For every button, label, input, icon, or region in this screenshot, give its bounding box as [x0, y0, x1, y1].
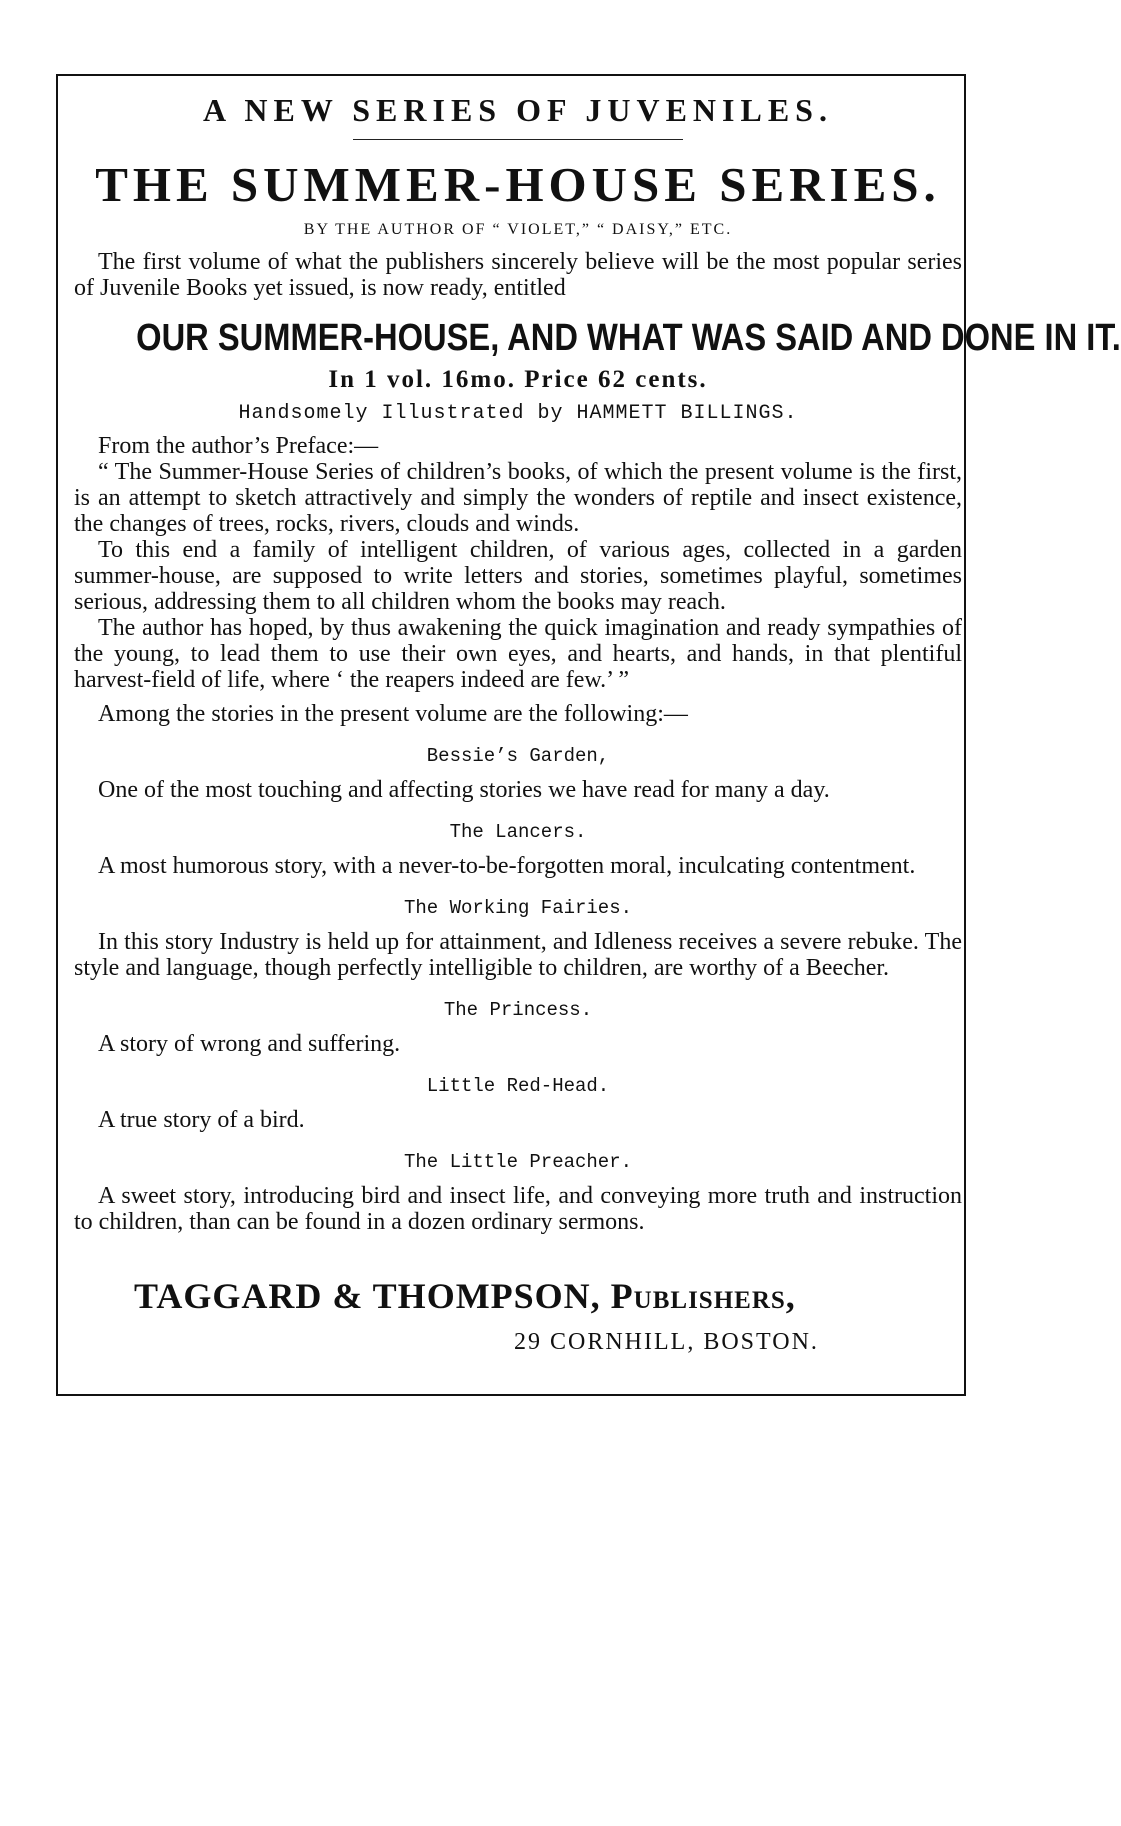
- preface-paragraph: To this end a family of intelligent children, of various ages, collected in a garden summer-house, are supposed to write letters and stories, sometimes playful, sometimes serious, addressing them to all children whom the books may reach.: [74, 537, 962, 615]
- intro-paragraph: The first volume of what the publishers sincerely believe will be the most popular series of Juvenile Books yet issued, is now ready, entitled: [74, 249, 962, 301]
- series-kicker: A NEW SERIES OF JUVENILES.: [203, 92, 833, 128]
- publisher-name: TAGGARD & THOMPSON, Publishers,: [134, 1276, 796, 1316]
- byline: BY THE AUTHOR OF “ VIOLET,” “ DAISY,” ETC.: [303, 221, 733, 238]
- book-title: OUR SUMMER-HOUSE, AND WHAT WAS SAID AND DONE IN IT.: [136, 317, 1121, 359]
- story-title: The Little Preacher.: [403, 1151, 633, 1173]
- preface-paragraph: “ The Summer-House Series of children’s books, of which the present volume is the first, is an attempt to sketch attractively and simply the wonders of reptile and insect existence, the changes of trees, rocks, rivers, clouds and winds.: [74, 459, 962, 537]
- stories-intro: Among the stories in the present volume are the following:—: [98, 701, 688, 727]
- volume-price: In 1 vol. 16mo. Price 62 cents.: [328, 366, 708, 393]
- publisher-address: 29 CORNHILL, BOSTON.: [514, 1329, 819, 1355]
- story-description: A most humorous story, with a never-to-be-forgotten moral, inculcating contentment.: [98, 853, 916, 879]
- story-title: The Princess.: [443, 999, 593, 1021]
- story-title: Bessie’s Garden,: [426, 745, 610, 767]
- preface-lead: From the author’s Preface:—: [98, 433, 379, 459]
- story-description: In this story Industry is held up for attainment, and Idleness receives a severe rebuke. The style and language, though perfectly intelligible to children, are worthy of a Beecher.: [74, 929, 962, 981]
- story-title: The Lancers.: [449, 821, 587, 843]
- story-description: A true story of a bird.: [98, 1107, 305, 1133]
- story-title: The Working Fairies.: [403, 897, 633, 919]
- story-description: A story of wrong and suffering.: [98, 1031, 401, 1057]
- preface-paragraph: The author has hoped, by thus awakening the quick imagination and ready sympathies of the young, to lead them to use their own eyes, and hearts, and hands, in that plentiful harvest-field of life, where ‘ the reapers indeed are few.’ ”: [74, 615, 962, 693]
- story-title: Little Red-Head.: [426, 1075, 610, 1097]
- story-description: A sweet story, introducing bird and insect life, and conveying more truth and instruction to children, than can be found in a dozen ordinary sermons.: [74, 1183, 962, 1235]
- illustrator-line: Handsomely Illustrated by HAMMETT BILLINGS.: [238, 402, 798, 425]
- divider: [353, 139, 683, 140]
- story-description: One of the most touching and affecting stories we have read for many a day.: [98, 777, 830, 803]
- advertisement: [74, 82, 1121, 1356]
- series-title: THE SUMMER-HOUSE SERIES.: [95, 157, 941, 212]
